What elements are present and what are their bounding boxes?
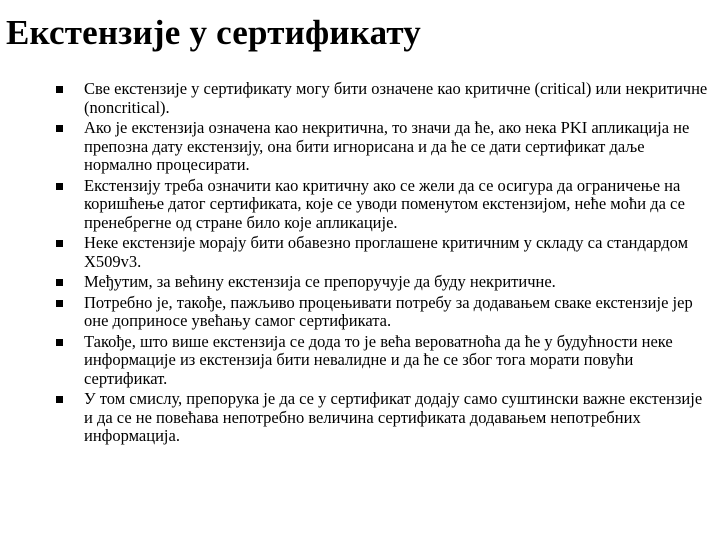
bullet-list <box>56 80 714 448</box>
bullet-item <box>56 294 714 331</box>
bullet-item <box>56 390 714 446</box>
square-bullet-icon <box>56 300 63 307</box>
square-bullet-icon <box>56 125 63 132</box>
square-bullet-icon <box>56 183 63 190</box>
slide-title: Екстензије у сертификату <box>6 13 421 52</box>
bullet-text: У том смислу, препорука је да се у сертификат додају само суштински важне екстензије и да се не повећава непотребно величина сертификата додавањем непотребних информација. <box>84 389 703 445</box>
bullet-item <box>56 273 714 292</box>
square-bullet-icon <box>56 86 63 93</box>
bullet-text: Потребно је, такође, пажљиво процењивати потребу за додавањем сваке екстензије јер оне доприносе увећању самог сертификата. <box>84 292 693 330</box>
bullet-item <box>56 234 714 271</box>
square-bullet-icon <box>56 339 63 346</box>
bullet-text: Неке екстензије морају бити обавезно проглашене критичним у складу са стандардом X509v3. <box>84 233 689 271</box>
square-bullet-icon <box>56 396 63 403</box>
bullet-item <box>56 333 714 389</box>
bullet-item <box>56 80 714 117</box>
square-bullet-icon <box>56 240 63 247</box>
square-bullet-icon <box>56 279 63 286</box>
bullet-text: Екстензију треба означити као критичну ако се жели да се осигура да ограничење на коришћење датог сертификата, које се уводи поменутом екстензијом, неће моћи да се пренебрегне од стране било које апликације. <box>84 175 685 232</box>
bullet-text: Ако је екстензија означена као некритична, то значи да ће, ако нека PKI апликација не препозна дату екстензију, она бити игнорисана и да ће се дати сертификат даље нормално процесирати. <box>84 118 690 174</box>
bullet-item <box>56 177 714 233</box>
bullet-text: Такође, што више екстензија се дода то је већа вероватноћа да ће у будућности неке информације из екстензија бити невалидне и да ће се због тога морати повући сертификат. <box>84 331 673 388</box>
bullet-text: Све екстензије у сертификату могу бити означене као критичне (critical) или некритичне (noncritical). <box>84 79 708 117</box>
bullet-text: Међутим, за већину екстензија се препоручује да буду некритичне. <box>84 272 556 291</box>
bullet-item <box>56 119 714 175</box>
